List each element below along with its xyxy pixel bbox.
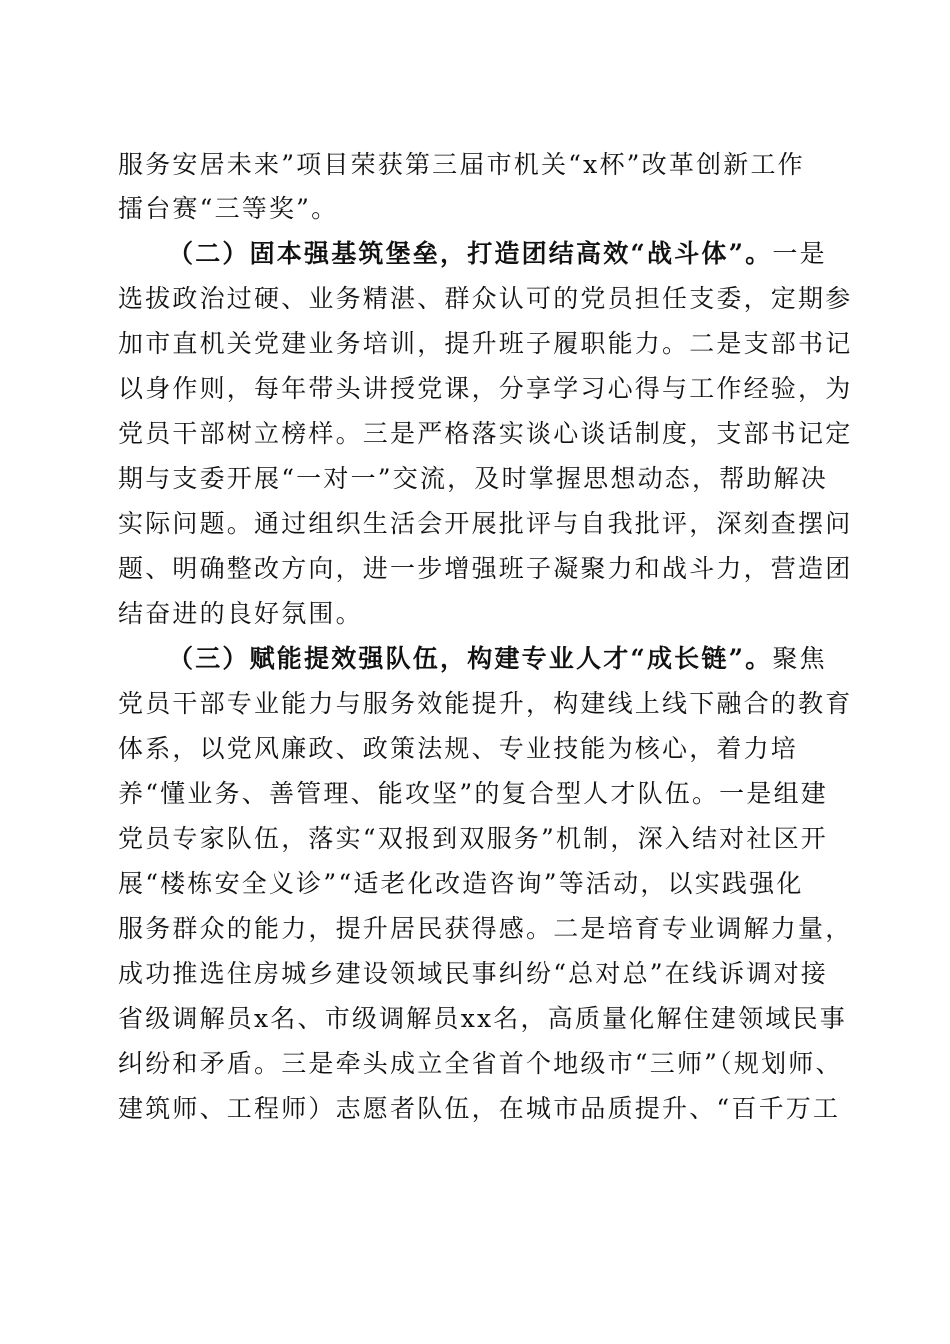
text-line: 以身作则，每年带头讲授党课，分享学习心得与工作经验，为 (118, 374, 853, 403)
text-line: 擂台赛“三等奖”。 (118, 194, 339, 223)
text-line: 党员干部树立榜样。三是严格落实谈心谈话制度，支部书记定 (118, 419, 853, 448)
text-line: 期与支委开展“一对一”交流，及时掌握思想动态，帮助解决 (118, 464, 828, 493)
text-line: 党员专家队伍，落实“双报到双服务”机制，深入结对社区开 (118, 824, 828, 853)
text-line: 体系，以党风廉政、政策法规、专业技能为核心，着力培 (118, 734, 799, 763)
text-line: 结奋进的良好氛围。 (118, 599, 363, 628)
text-fragment: 一是 (772, 239, 827, 268)
text-fragment: 聚焦 (772, 644, 827, 673)
text-line: 实际问题。通过组织生活会开展批评与自我批评，深刻查摆问 (118, 509, 853, 538)
text-line: 建筑师、工程师）志愿者队伍，在城市品质提升、“百千万工 (118, 1094, 841, 1123)
text-line: 养“懂业务、善管理、能攻坚”的复合型人才队伍。一是组建 (118, 779, 828, 808)
section-two-line (168, 232, 838, 276)
text-line: 服务群众的能力，提升居民获得感。二是培育专业调解力量， (118, 914, 853, 943)
text-line: 加市直机关党建业务培训，提升班子履职能力。二是支部书记 (118, 329, 853, 358)
section-three-line (168, 637, 838, 681)
text-line: 服务安居未来”项目荣获第三届市机关“x杯”改革创新工作 (118, 150, 805, 179)
text-line: 党员干部专业能力与服务效能提升，构建线上线下融合的教育 (118, 689, 853, 718)
text-line: 纠纷和矛盾。三是牵头成立全省首个地级市“三师”（规划师、 (118, 1049, 843, 1078)
text-line: 题、明确整改方向，进一步增强班子凝聚力和战斗力，营造团 (118, 554, 853, 583)
text-line: 选拔政治过硬、业务精湛、群众认可的党员担任支委，定期参 (118, 284, 853, 313)
text-line: 展“楼栋安全义诊”“适老化改造咨询”等活动，以实践强化 (118, 869, 804, 898)
section-two-heading: （二）固本强基筑堡垒，打造团结高效“战斗体”。 (168, 239, 773, 268)
text-line: 成功推选住房城乡建设领域民事纠纷“总对总”在线诉调对接 (118, 959, 828, 988)
text-line: 省级调解员x名、市级调解员xx名，高质量化解住建领域民事 (118, 1004, 847, 1033)
section-three-heading: （三）赋能提效强队伍，构建专业人才“成长链”。 (168, 644, 773, 673)
